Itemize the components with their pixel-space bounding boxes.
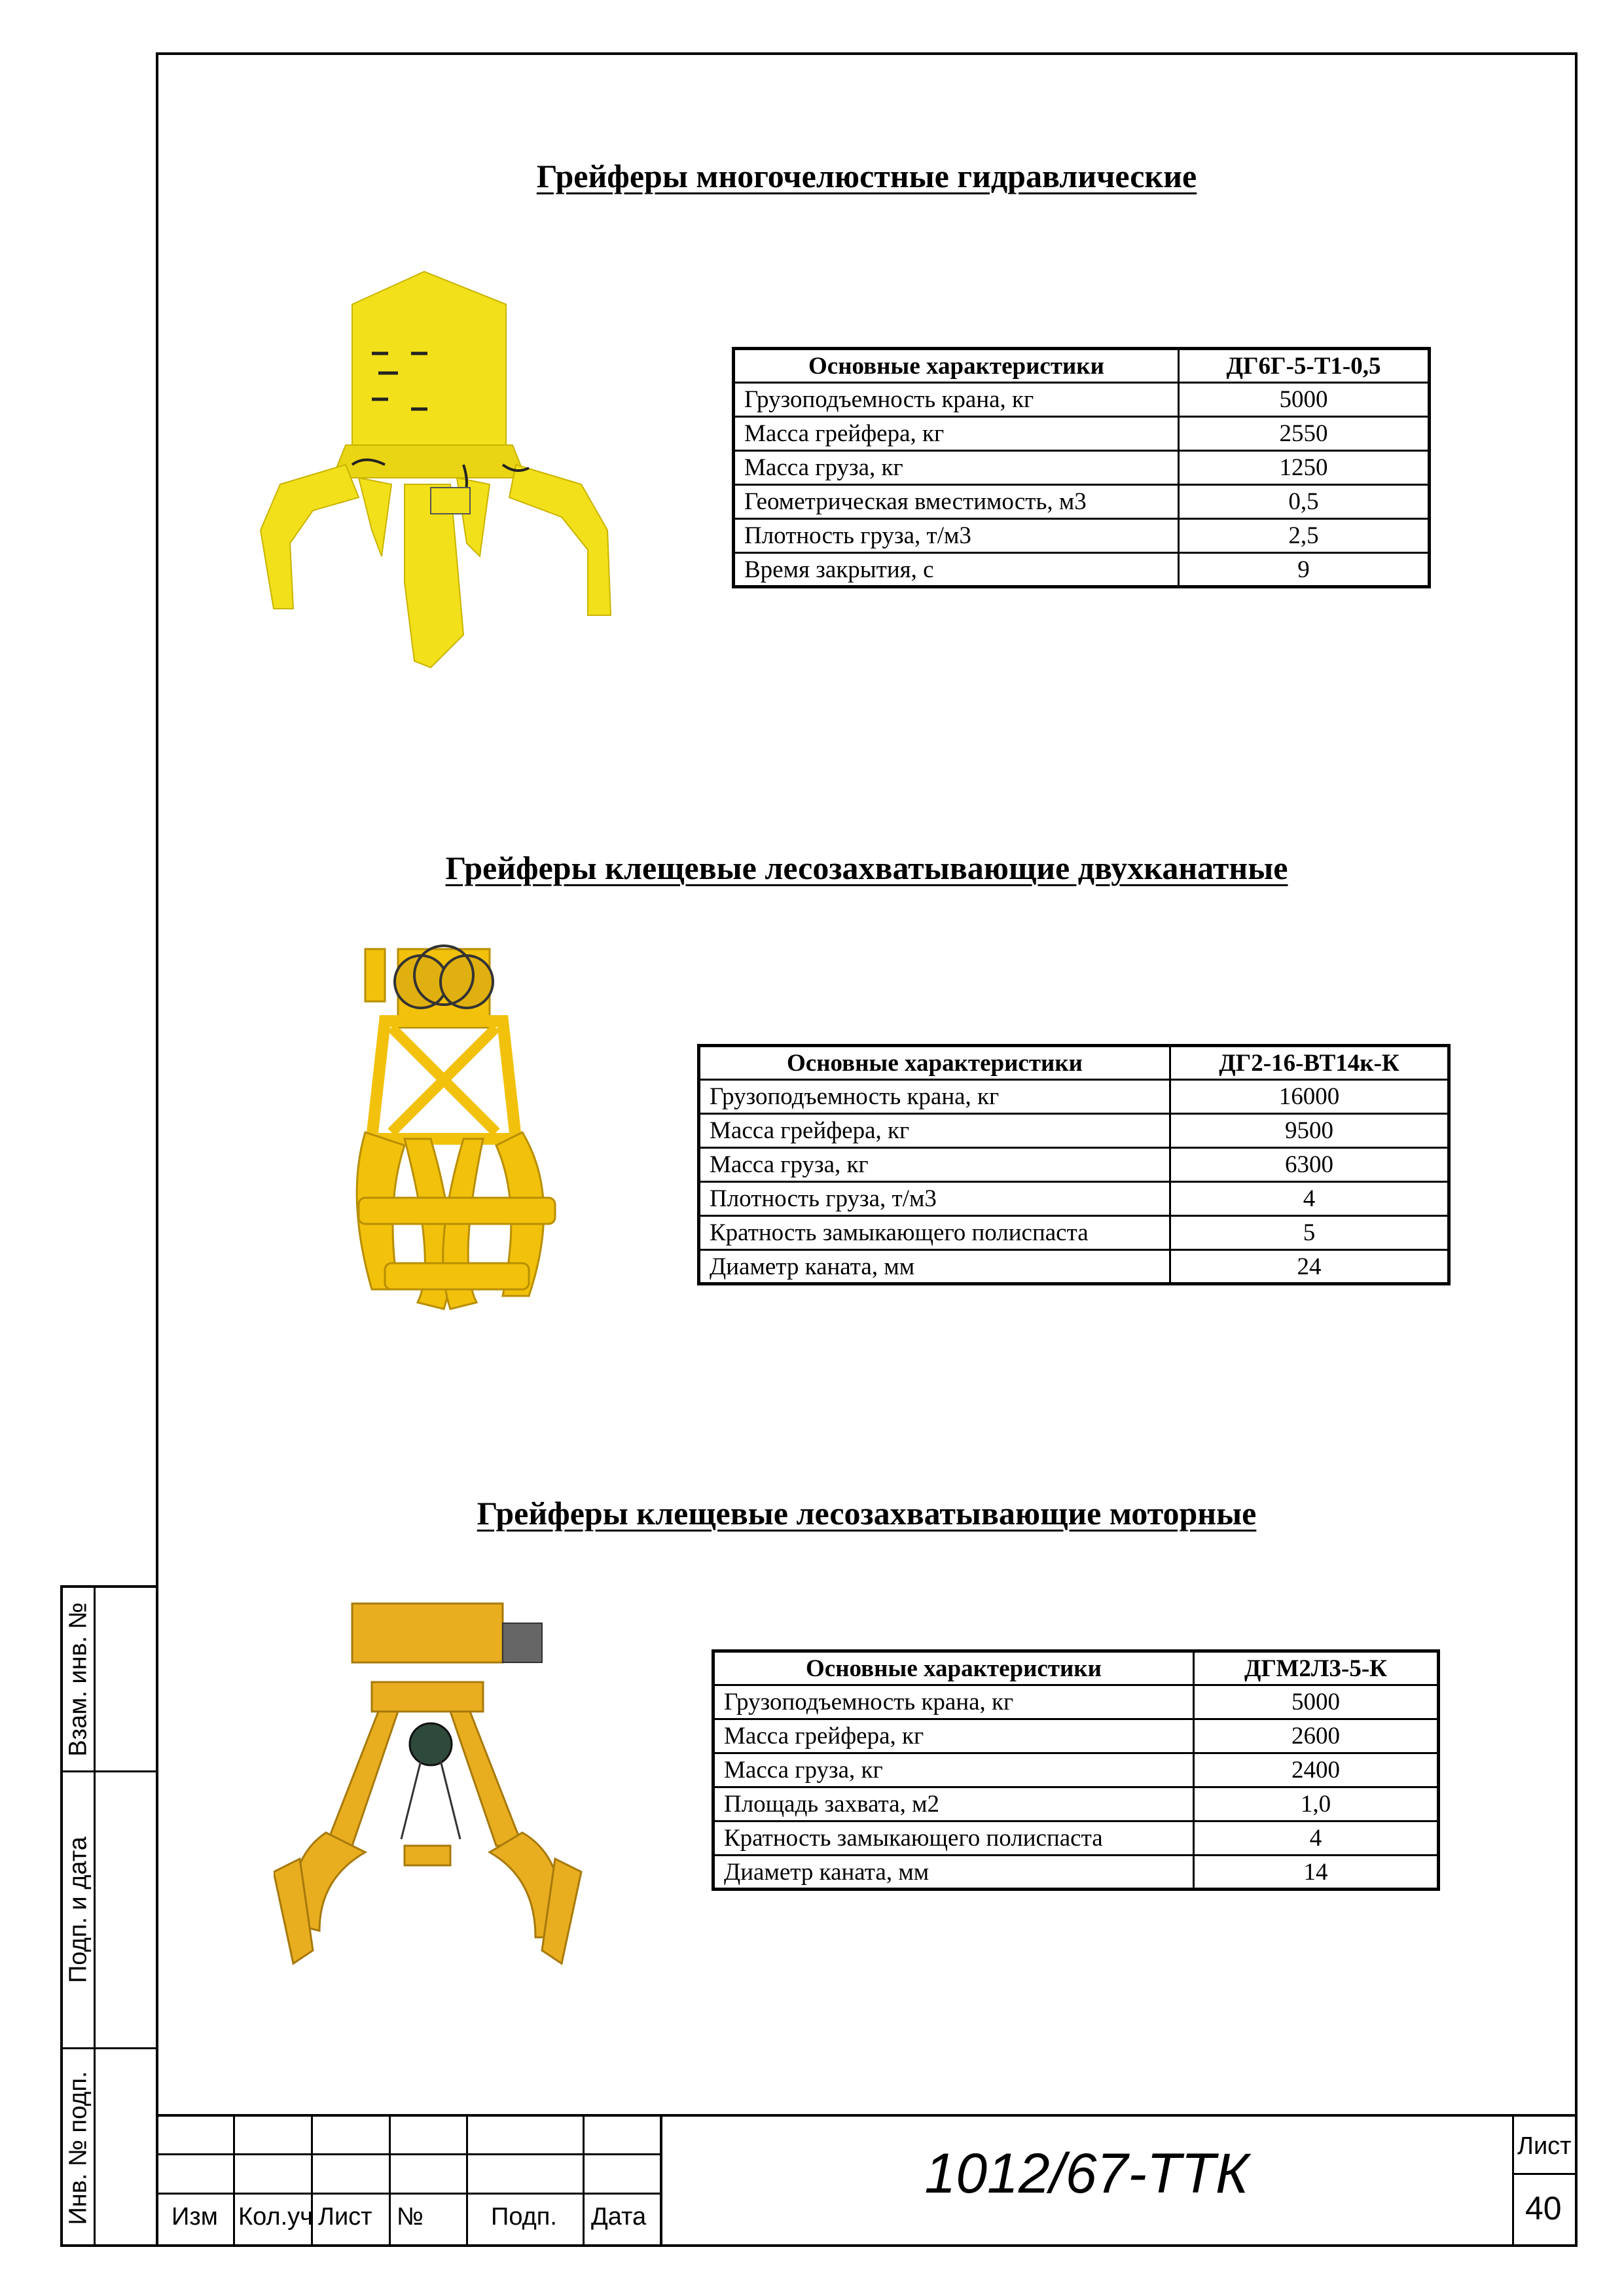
row-label: Диаметр каната, мм: [699, 1250, 1170, 1284]
row-value: 24: [1170, 1250, 1449, 1284]
hydraulic-orange-peel-grab-image: [254, 268, 647, 674]
spec-table-1: [732, 347, 1431, 588]
row-value: 14: [1194, 1856, 1439, 1890]
row-label: Плотность груза, т/м3: [734, 519, 1179, 553]
section-3-title: Грейферы клещевые лесозахватывающие моторные: [477, 1495, 1257, 1532]
table-row: [713, 1685, 1439, 1719]
table-header-model: ДГ2-16-ВТ14к-К: [1170, 1046, 1449, 1080]
document-number: 1012/67-ТТК: [924, 2142, 1249, 2205]
col-label-change: Изм: [171, 2203, 218, 2231]
side-stamp-cell-inventory: [63, 2049, 156, 2247]
row-value: 4: [1194, 1821, 1439, 1856]
table-row: [713, 1856, 1439, 1890]
side-stamp-cell-signature: [63, 1772, 156, 2049]
table-row: [713, 1787, 1439, 1821]
sheet-label: Лист: [1517, 2132, 1572, 2160]
row-label: Масса грейфера, кг: [699, 1114, 1170, 1148]
col-label-date: Дата: [591, 2203, 647, 2231]
side-stamp-cell-replacement: [63, 1588, 156, 1772]
two-rope-log-grab-image: [346, 923, 594, 1329]
table-row: [713, 1821, 1439, 1856]
row-value: 2,5: [1179, 519, 1430, 553]
section-1-title: Грейферы многочелюстные гидравлические: [536, 158, 1197, 194]
row-value: 9500: [1170, 1114, 1449, 1148]
row-label: Площадь захвата, м2: [713, 1787, 1194, 1821]
table-header-row: [699, 1046, 1449, 1080]
row-value: 5: [1170, 1216, 1449, 1250]
row-value: 9: [1179, 553, 1430, 587]
table-row: [713, 1753, 1439, 1787]
table-header-characteristic: Основные характеристики: [734, 349, 1179, 383]
col-label-number: №: [397, 2203, 424, 2231]
table-header-model: ДГМ2Л3-5-К: [1194, 1651, 1439, 1685]
table-header-model: ДГ6Г-5-Т1-0,5: [1179, 349, 1430, 383]
table-row: [699, 1080, 1449, 1114]
table-row: [699, 1148, 1449, 1182]
row-value: 1,0: [1194, 1787, 1439, 1821]
row-label: Кратность замыкающего полиспаста: [713, 1821, 1194, 1856]
row-label: Плотность груза, т/м3: [699, 1182, 1170, 1216]
row-label: Масса груза, кг: [699, 1148, 1170, 1182]
table-row: [699, 1250, 1449, 1284]
side-label-replacement: Взам. инв. №: [64, 1602, 92, 1757]
row-value: 2600: [1194, 1719, 1439, 1753]
table-header-characteristic: Основные характеристики: [699, 1046, 1170, 1080]
table-row: [699, 1182, 1449, 1216]
row-label: Грузоподъемность крана, кг: [713, 1685, 1194, 1719]
row-label: Время закрытия, с: [734, 553, 1179, 587]
col-label-quantity: Кол.уч: [238, 2203, 313, 2231]
table-header-characteristic: Основные характеристики: [713, 1651, 1194, 1685]
spec-table-3: [712, 1649, 1440, 1891]
table-row: [734, 553, 1430, 587]
table-row: [734, 451, 1430, 485]
row-value: 2550: [1179, 417, 1430, 451]
row-value: 5000: [1194, 1685, 1439, 1719]
row-value: 5000: [1179, 383, 1430, 417]
row-value: 0,5: [1179, 485, 1430, 519]
motor-log-grab-image: [274, 1584, 588, 2003]
table-row: [734, 417, 1430, 451]
table-header-row: [713, 1651, 1439, 1685]
row-label: Грузоподъемность крана, кг: [699, 1080, 1170, 1114]
table-header-row: [734, 349, 1430, 383]
row-value: 1250: [1179, 451, 1430, 485]
row-label: Кратность замыкающего полиспаста: [699, 1216, 1170, 1250]
side-label-inventory: Инв. № подп.: [64, 2071, 92, 2225]
row-label: Диаметр каната, мм: [713, 1856, 1194, 1890]
row-label: Масса грейфера, кг: [734, 417, 1179, 451]
row-label: Геометрическая вместимость, м3: [734, 485, 1179, 519]
table-row: [699, 1114, 1449, 1148]
side-stamp: [60, 1585, 156, 2247]
row-label: Грузоподъемность крана, кг: [734, 383, 1179, 417]
col-label-sheet: Лист: [318, 2203, 372, 2231]
row-label: Масса грейфера, кг: [713, 1719, 1194, 1753]
row-value: 4: [1170, 1182, 1449, 1216]
table-row: [734, 485, 1430, 519]
row-value: 2400: [1194, 1753, 1439, 1787]
table-row: [734, 383, 1430, 417]
side-label-signature-date: Подп. и дата: [64, 1837, 92, 1983]
table-row: [713, 1719, 1439, 1753]
table-row: [734, 519, 1430, 553]
col-label-signature: Подп.: [491, 2203, 557, 2231]
row-value: 6300: [1170, 1148, 1449, 1182]
table-row: [699, 1216, 1449, 1250]
row-label: Масса груза, кг: [713, 1753, 1194, 1787]
sheet-number: 40: [1525, 2190, 1562, 2227]
row-value: 16000: [1170, 1080, 1449, 1114]
section-2-title: Грейферы клещевые лесозахватывающие двухканатные: [445, 850, 1288, 886]
spec-table-2: [697, 1044, 1451, 1285]
row-label: Масса груза, кг: [734, 451, 1179, 485]
